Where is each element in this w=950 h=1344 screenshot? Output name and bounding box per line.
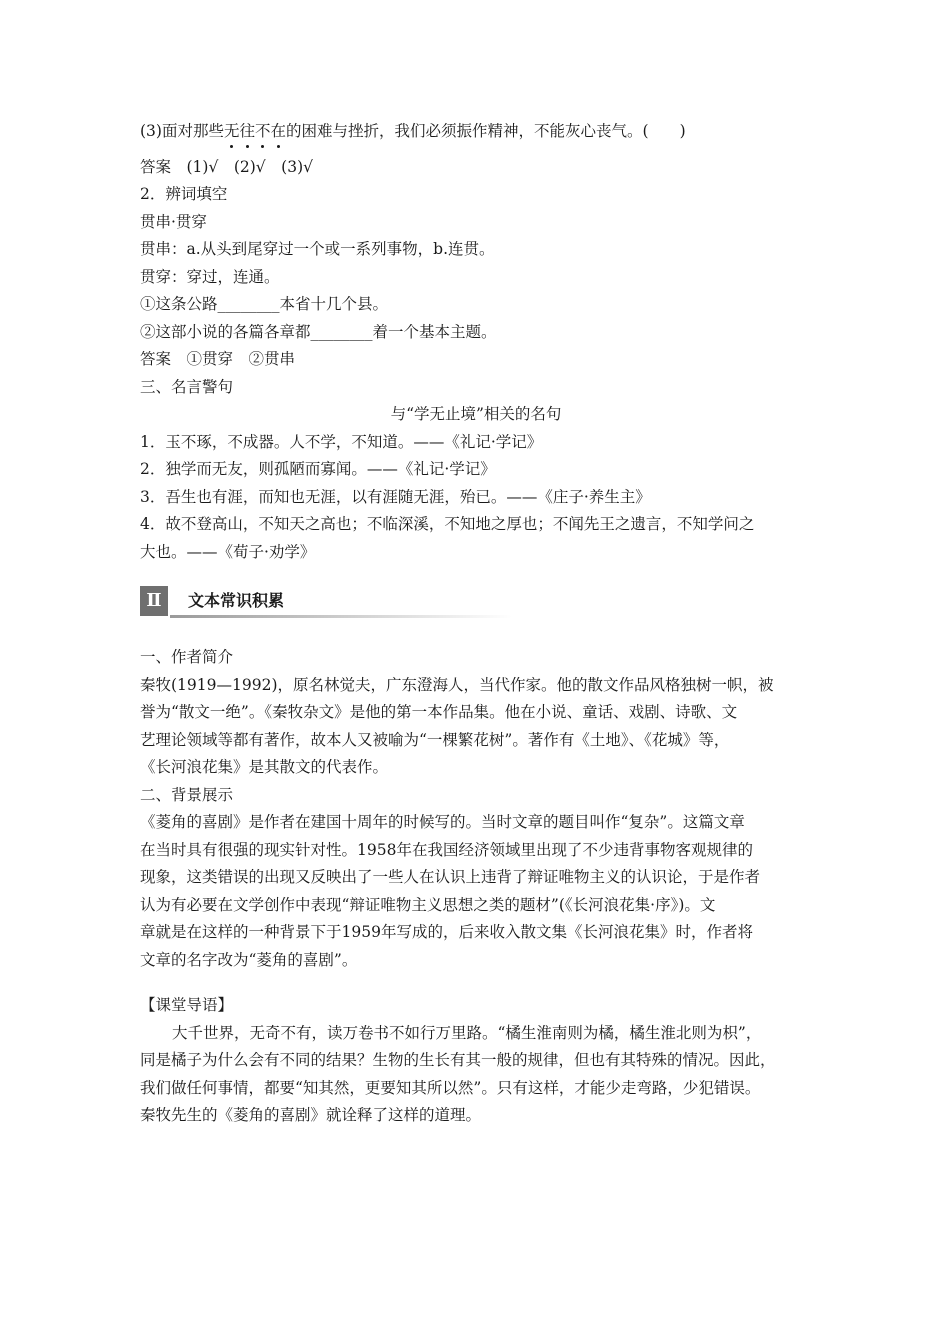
paragraph-line: 大千世界，无奇不有，读万卷书不如行万里路。“橘生淮南则为橘，橘生淮北则为枳”， [172, 1023, 762, 1042]
section-underline [170, 615, 512, 618]
section-heading: 三、名言警句 [140, 377, 234, 396]
paragraph-line: 艺理论领域等都有著作，故本人又被喻为“一棵繁花树”。著作有《土地》、《花城》等， [140, 730, 730, 749]
paragraph-line: 同是橘子为什么会有不同的结果？生物的生长有其一般的规律，但也有其特殊的情况。因此， [140, 1051, 776, 1069]
fill-blank-item: ①这条公路________本省十几个县。 [140, 295, 389, 313]
paragraph-line: 《菱角的喜剧》是作者在建国十周年的时候写的。当时文章的题目叫作“复杂”。这篇文章 [140, 813, 745, 831]
paragraph-line: 认为有必要在文学创作中表现“辩证唯物主义思想之类的题材”(《长河浪花集·序》)。文 [140, 895, 716, 914]
section-banner [140, 586, 812, 618]
answer-line: 答案 ①贯穿 ②贯串 [140, 350, 296, 368]
paragraph-line: 《长河浪花集》是其散文的代表作。 [140, 758, 389, 776]
word-pair: 贯串·贯穿 [140, 212, 207, 231]
paragraph-line: 秦牧(1919—1992)，原名林觉夫，广东澄海人，当代作家。他的散文作品风格独树一帜，被 [140, 675, 774, 694]
section-number-badge: Ⅱ [140, 586, 168, 616]
paragraph-line: 誉为“散文一绝”。《秦牧杂文》是他的第一本作品集。他在小说、童话、戏剧、诗歌、文 [140, 703, 738, 721]
section-heading: 2．辨词填空 [140, 185, 228, 203]
quote-item: 3．吾生也有涯，而知也无涯，以有涯随无涯，殆已。——《庄子·养生主》 [140, 487, 651, 506]
answer-line: 答案 (1)√ (2)√ (3)√ [140, 157, 313, 176]
emphasis-char: 无 [224, 118, 240, 146]
quote-item-continued: 大也。——《荀子·劝学》 [140, 542, 316, 561]
quote-item: 2．独学而无友，则孤陋而寡闻。——《礼记·学记》 [140, 460, 496, 478]
section-title: 文本常识积累 [188, 591, 285, 610]
section-heading: 【课堂导语】 [140, 996, 234, 1014]
paragraph-line: 我们做任何事情，都要“知其然，更要知其所以然”。只有这样，才能少走弯路，少犯错误。 [140, 1078, 761, 1097]
document-page [140, 118, 812, 1130]
emphasis-char: 往 [239, 118, 255, 146]
question-3: (3)面对那些无往不在的困难与挫折，我们必须振作精神，不能灰心丧气。( ) [140, 118, 812, 146]
quote-item: 1．玉不琢，不成器。人不学，不知道。——《礼记·学记》 [140, 432, 543, 451]
fill-blank-item: ②这部小说的各篇各章都________着一个基本主题。 [140, 322, 497, 341]
section-heading: 一、作者简介 [140, 648, 234, 666]
emphasis-char: 不 [255, 118, 271, 146]
quotes-subtitle: 与“学无止境”相关的名句 [390, 405, 562, 423]
paragraph-line: 现象，这类错误的出现又反映出了一些人在认识上违背了辩证唯物主义的认识论，于是作者 [140, 868, 761, 886]
paragraph-line: 章就是在这样的一种背景下于1959年写成的，后来收入散文集《长河浪花集》时，作者将 [140, 923, 753, 941]
quote-item: 4．故不登高山，不知天之高也；不临深溪，不知地之厚也；不闻先王之遗言，不知学问之 [140, 515, 755, 533]
definition: 贯串：a.从头到尾穿过一个或一系列事物，b.连贯。 [140, 240, 495, 258]
emphasis-char: 在 [271, 118, 287, 146]
paragraph-line: 秦牧先生的《菱角的喜剧》就诠释了这样的道理。 [140, 1106, 482, 1124]
paragraph-line: 文章的名字改为“菱角的喜剧”。 [140, 950, 358, 969]
paragraph-line: 在当时具有很强的现实针对性。1958年在我国经济领域里出现了不少违背事物客观规律的 [140, 840, 753, 859]
section-heading: 二、背景展示 [140, 785, 234, 804]
definition: 贯穿：穿过，连通。 [140, 267, 280, 286]
